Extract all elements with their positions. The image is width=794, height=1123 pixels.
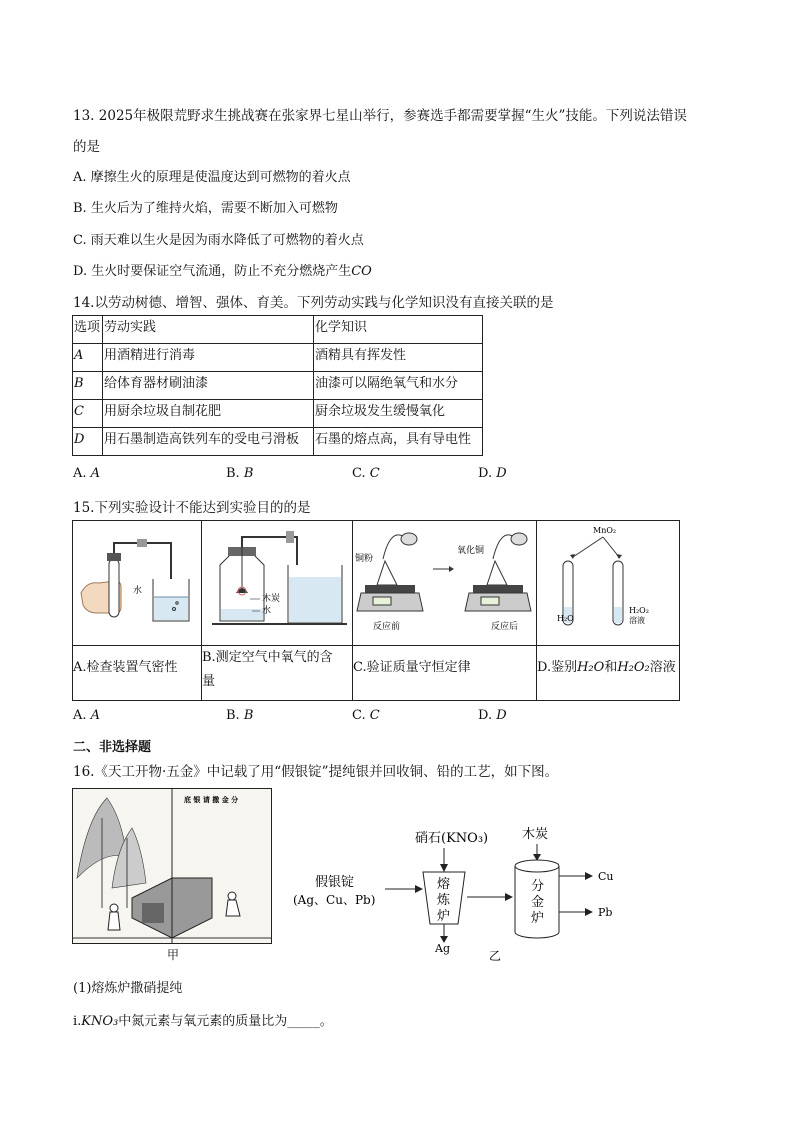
q15-table	[72, 520, 680, 701]
figure-d-cell	[537, 521, 680, 646]
row-option: D	[74, 432, 85, 447]
header-knowledge: 化学知识	[314, 316, 483, 344]
caption-c: C.验证质量守恒定律	[353, 646, 537, 701]
answer-a[interactable]: A. A	[73, 708, 101, 723]
h2o-h2o2-apparatus	[537, 521, 679, 641]
row-practice: 用石墨制造高铁列车的受电弓滑板	[103, 428, 314, 456]
furnace1-char-1: 熔	[437, 877, 451, 892]
caption-d: D.鉴别H₂O和H₂O₂溶液	[537, 646, 680, 701]
row-practice: 用厨余垃圾自制花肥	[103, 400, 314, 428]
table-row	[73, 400, 483, 428]
row-knowledge: 厨余垃圾发生缓慢氧化	[314, 400, 483, 428]
label-before: 反应前	[373, 622, 401, 632]
answer-c[interactable]: C. C	[352, 708, 380, 723]
label-copper-oxide: 氧化铜	[457, 546, 485, 556]
furnace1-char-2: 炼	[437, 893, 451, 908]
figure-c-cell	[353, 521, 537, 646]
oxygen-content-apparatus	[202, 521, 352, 641]
q13-option-d: D. 生火时要保证空气流通，防止不充分燃烧产生CO	[73, 264, 372, 279]
co-formula: CO	[351, 264, 372, 279]
airtightness-apparatus	[73, 521, 201, 641]
answer-c[interactable]: C. C	[352, 466, 380, 481]
flow-input-composition: (Ag、Cu、Pb)	[293, 893, 376, 907]
answer-b[interactable]: B. B	[226, 466, 254, 481]
caption-row	[73, 646, 680, 701]
label-copper: 铜粉	[355, 554, 374, 564]
row-option: A	[74, 348, 84, 363]
label-water-2: 水	[262, 606, 272, 616]
furnace2-char-1: 分	[531, 879, 545, 894]
q14-table	[72, 315, 483, 456]
label-after: 反应后	[491, 622, 519, 632]
answer-blank[interactable]: _____	[287, 1014, 320, 1029]
mass-conservation-apparatus	[353, 521, 536, 641]
flow-reagent-saltpeter: 硝石(KNO₃)	[415, 831, 489, 846]
row-option: B	[74, 376, 84, 391]
figure-yi-flow-diagram	[285, 822, 645, 962]
section-heading: 二、非选择题	[73, 740, 152, 755]
q13-stem-line1: 13. 2025年极限荒野求生挑战赛在张家界七星山举行，参赛选手都需要掌握“生火”技能。下列说法错误	[73, 108, 687, 124]
figure-jia-label: 甲	[167, 948, 180, 962]
flow-output-cu: Cu	[598, 870, 614, 883]
figure-yi-label: 乙	[489, 949, 502, 962]
figure-jia-illustration	[72, 788, 272, 946]
flow-input-label: 假银锭	[315, 875, 355, 890]
q13-option-a: A. 摩擦生火的原理是使温度达到可燃物的着火点	[73, 170, 351, 185]
furnace1-char-3: 炉	[437, 909, 451, 924]
flow-reagent-charcoal: 木炭	[522, 827, 549, 842]
header-option: 选项	[73, 316, 103, 344]
q13-option-b: B. 生火后为了维持火焰，需要不断加入可燃物	[73, 201, 338, 216]
q15-stem: 15.下列实验设计不能达到实验目的的是	[73, 500, 311, 516]
label-h2o2: H₂O₂	[629, 606, 649, 615]
table-header-row	[73, 316, 483, 344]
header-practice: 劳动实践	[103, 316, 314, 344]
row-practice: 用酒精进行消毒	[103, 344, 314, 372]
caption-b: B.测定空气中氧气的含 量	[202, 646, 353, 701]
row-knowledge: 石墨的熔点高，具有导电性	[314, 428, 483, 456]
row-knowledge: 酒精具有挥发性	[314, 344, 483, 372]
answer-a[interactable]: A. A	[73, 466, 101, 481]
label-mno2: MnO₂	[593, 526, 617, 535]
answer-d[interactable]: D. D	[478, 708, 507, 723]
label-water: 水	[133, 586, 143, 596]
image-row	[73, 521, 680, 646]
q16-sub1-i: ⅰ.KNO₃中氮元素与氧元素的质量比为_____。	[73, 1014, 333, 1029]
label-charcoal: 木炭	[262, 594, 281, 604]
kno3-formula: KNO₃	[81, 1014, 119, 1029]
table-row	[73, 428, 483, 456]
answer-d[interactable]: D. D	[478, 466, 507, 481]
q13-option-c: C. 雨天难以生火是因为雨水降低了可燃物的着火点	[73, 233, 364, 248]
furnace2-char-2: 金	[531, 895, 545, 910]
flow-output-pb: Pb	[598, 906, 613, 919]
caption-a: A.检查装置气密性	[73, 646, 202, 701]
row-practice: 给体育器材刷油漆	[103, 372, 314, 400]
q16-sub1: (1)熔炼炉撒硝提纯	[73, 981, 183, 996]
label-h2o: H₂O	[557, 614, 574, 623]
furnace2-char-3: 炉	[531, 911, 545, 926]
q14-stem: 14.以劳动树德、增智、强体、育美。下列劳动实践与化学知识没有直接关联的是	[73, 295, 554, 311]
figure-a-cell	[73, 521, 202, 646]
table-row	[73, 372, 483, 400]
table-row	[73, 344, 483, 372]
q13-stem-line2: 的是	[73, 139, 100, 155]
answer-b[interactable]: B. B	[226, 708, 254, 723]
q16-stem: 16.《天工开物·五金》中记载了用“假银锭”提纯银并回收铜、铅的工艺，如下图。	[73, 764, 559, 780]
row-knowledge: 油漆可以隔绝氧气和水分	[314, 372, 483, 400]
label-solution: 溶液	[629, 616, 645, 625]
flow-output-ag: Ag	[435, 942, 450, 955]
row-option: C	[74, 404, 84, 419]
figure-jia-title: 底 银 请 撒 金 分	[184, 795, 239, 804]
figure-b-cell	[202, 521, 353, 646]
